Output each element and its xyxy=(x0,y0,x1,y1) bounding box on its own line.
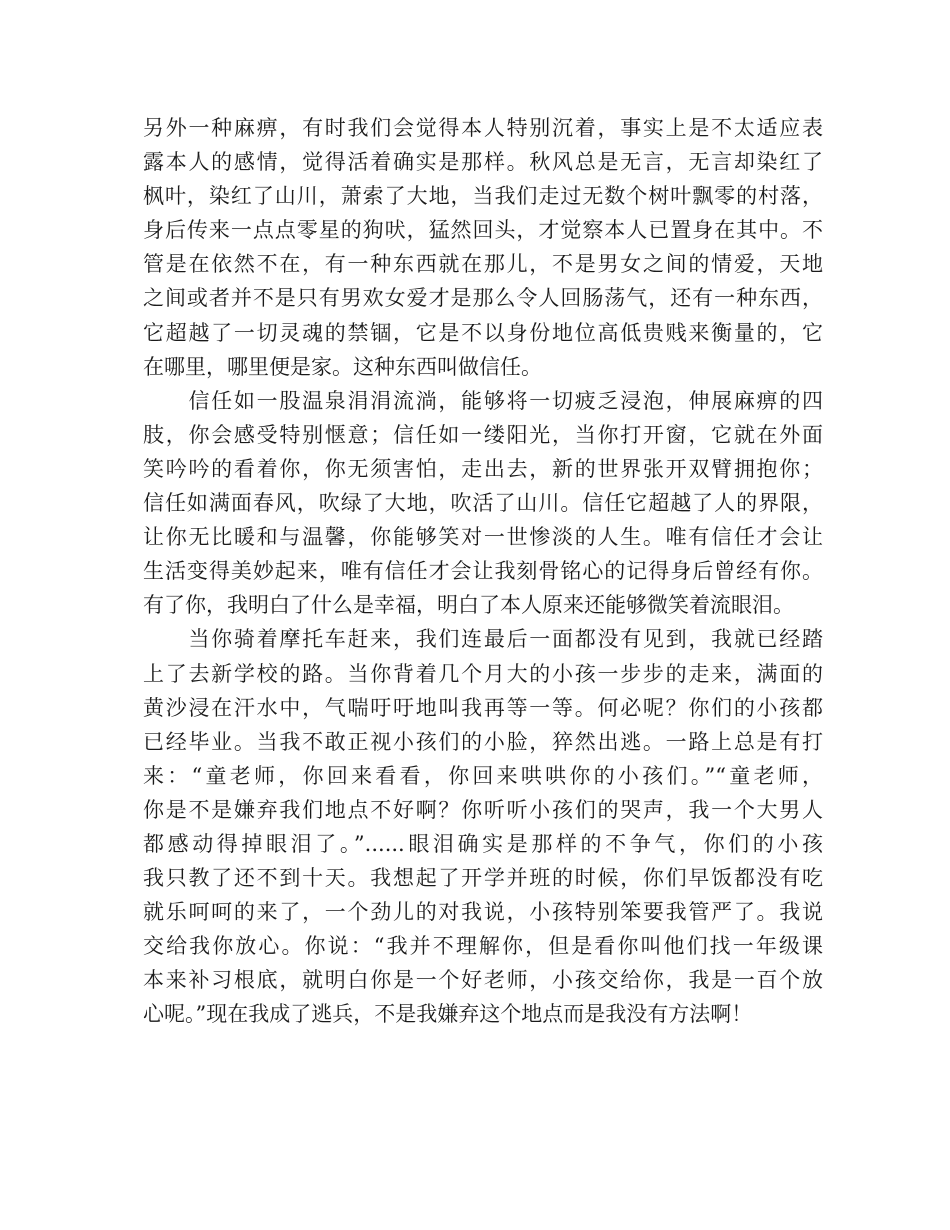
text-line: 笑吟吟的看着你，你无须害怕，走出去，新的世界张开双臂拥抱你； xyxy=(143,456,823,481)
text-line: 交给我你放心。你说：“我并不理解你，但是看你叫他们找一年级课 xyxy=(143,934,823,959)
text-line: 就乐呵呵的来了，一个劲儿的对我说，小孩特别笨要我管严了。我说 xyxy=(143,900,823,925)
paragraph xyxy=(143,622,823,1031)
text-line: 信任如一股温泉涓涓流淌，能够将一切疲乏浸泡，伸展麻痹的四 xyxy=(143,388,823,413)
text-line: 生活变得美妙起来，唯有信任才会让我刻骨铭心的记得身后曾经有你。 xyxy=(143,559,823,584)
text-line: 有了你，我明白了什么是幸福，明白了本人原来还能够微笑着流眼泪。 xyxy=(143,593,794,618)
text-line: 心呢。”现在我成了逃兵，不是我嫌弃这个地点而是我没有方法啊！ xyxy=(143,1002,753,1027)
text-line: 另外一种麻痹，有时我们会觉得本人特别沉着，事实上是不太适应表 xyxy=(143,116,823,140)
text-line: 上了去新学校的路。当你背着几个月大的小孩一步步的走来，满面的 xyxy=(143,661,823,686)
text-line: 信任如满面春风，吹绿了大地，吹活了山川。信任它超越了人的界限， xyxy=(143,491,823,516)
text-line: 在哪里，哪里便是家。这种东西叫做信任。 xyxy=(143,354,542,379)
text-line: 已经毕业。当我不敢正视小孩们的小脸，猝然出逃。一路上总是有打 xyxy=(143,729,823,754)
text-line: 之间或者并不是只有男欢女爱才是那么令人回肠荡气，还有一种东西， xyxy=(143,286,823,311)
text-line: 当你骑着摩托车赶来，我们连最后一面都没有见到，我就已经踏 xyxy=(143,627,823,652)
text-line: 管是在依然不在，有一种东西就在那儿，不是男女之间的情爱，天地 xyxy=(143,252,823,277)
text-line: 肢，你会感受特别惬意；信任如一缕阳光，当你打开窗，它就在外面 xyxy=(143,422,823,447)
text-line: 来：“童老师，你回来看看，你回来哄哄你的小孩们。”“童老师， xyxy=(143,763,823,788)
paragraph xyxy=(143,111,823,384)
text-line: 黄沙浸在汗水中，气喘吁吁地叫我再等一等。何必呢？你们的小孩都 xyxy=(143,695,823,720)
text-line: 我只教了还不到十天。我想起了开学并班的时候，你们早饭都没有吃 xyxy=(143,866,823,891)
text-line: 让你无比暖和与温馨，你能够笑对一世惨淡的人生。唯有信任才会让 xyxy=(143,525,823,550)
text-line: 身后传来一点点零星的狗吠，猛然回头，才觉察本人已置身在其中。不 xyxy=(143,218,823,243)
body-text xyxy=(143,111,823,1032)
text-line: 你是不是嫌弃我们地点不好啊？你听听小孩们的哭声，我一个大男人 xyxy=(143,797,823,822)
text-line: 露本人的感情，觉得活着确实是那样。秋风总是无言，无言却染红了 xyxy=(143,150,823,175)
text-line: 枫叶，染红了山川，萧索了大地，当我们走过无数个树叶飘零的村落， xyxy=(143,184,823,209)
text-line: 都感动得掉眼泪了。”......眼泪确实是那样的不争气，你们的小孩 xyxy=(143,831,823,856)
paragraph xyxy=(143,384,823,623)
text-line: 它超越了一切灵魂的禁锢，它是不以身份地位高低贵贱来衡量的，它 xyxy=(143,320,823,345)
text-line: 本来补习根底，就明白你是一个好老师，小孩交给你，我是一百个放 xyxy=(143,968,823,993)
